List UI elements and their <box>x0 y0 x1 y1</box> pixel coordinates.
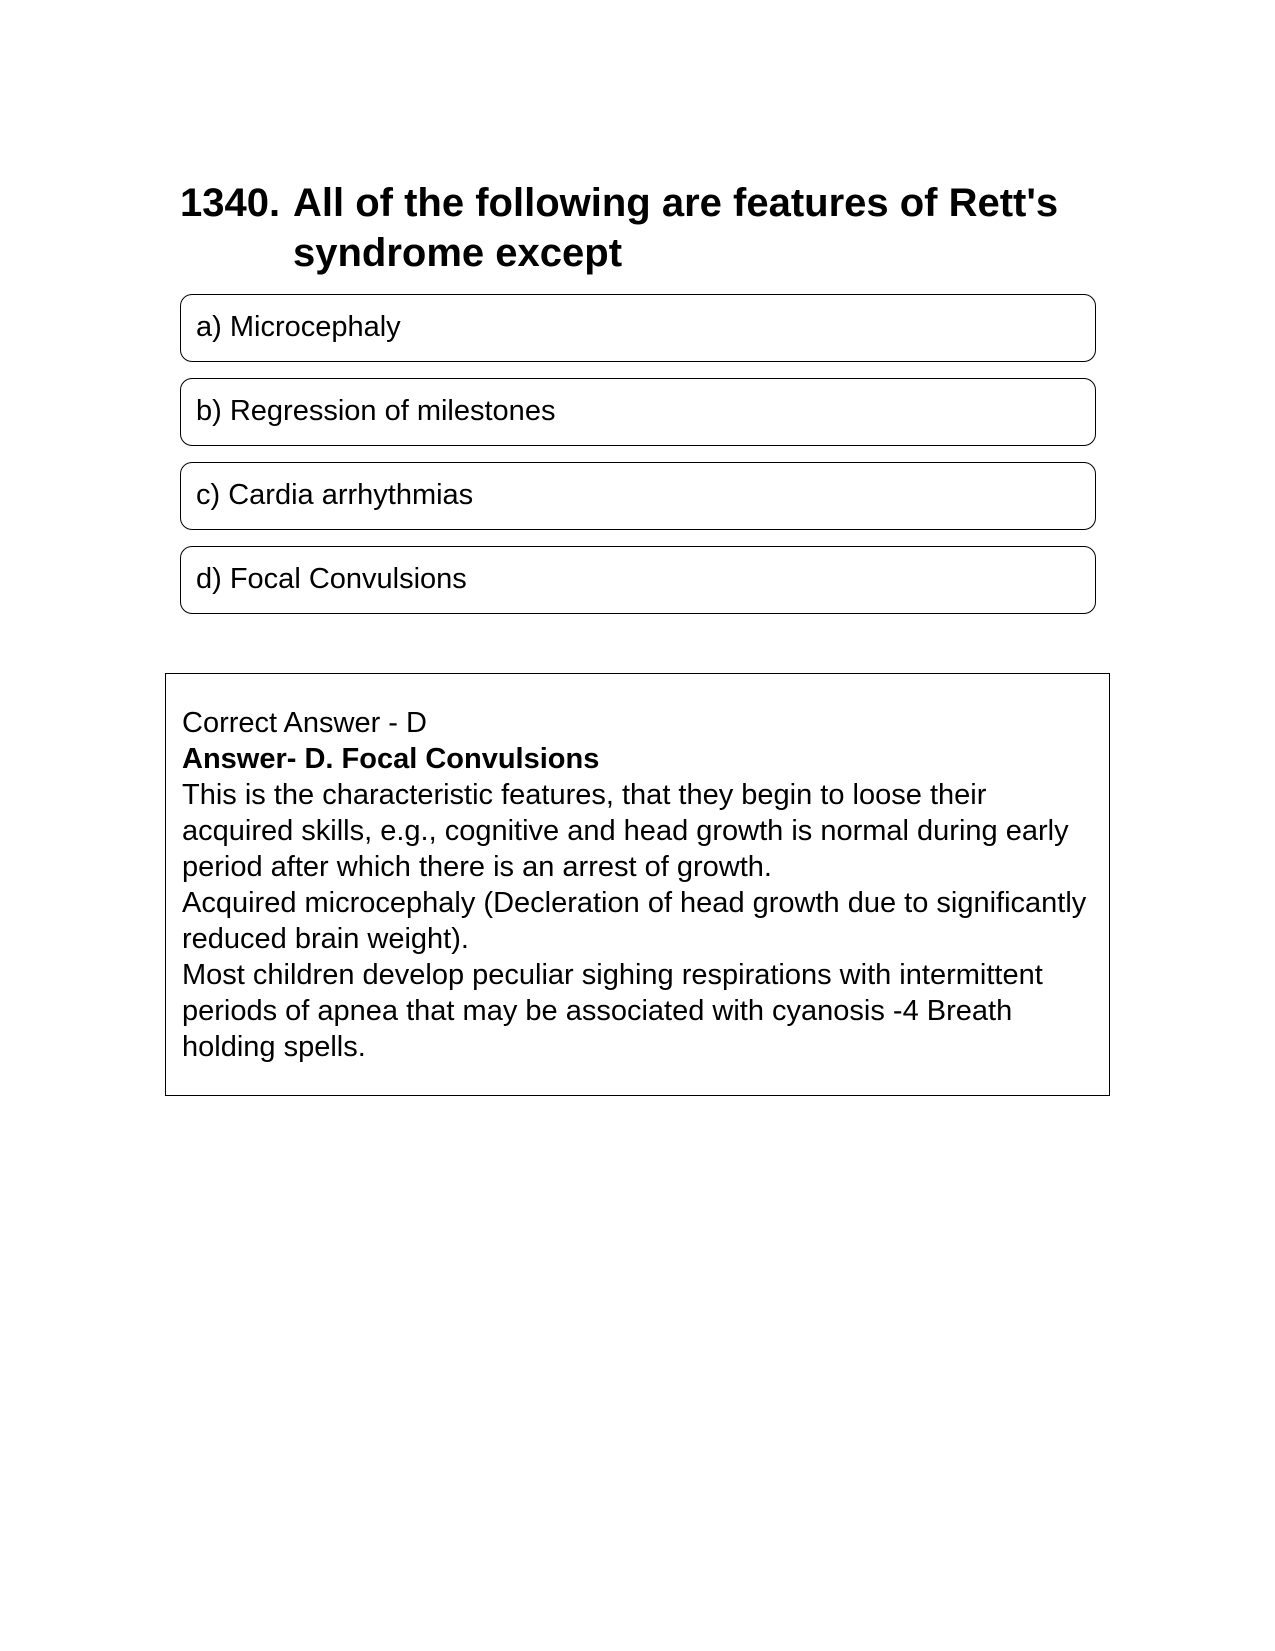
options-list <box>180 294 1096 630</box>
question-heading <box>180 178 1110 278</box>
explanation-paragraph: Most children develop peculiar sighing respirations with intermittent periods of apnea that may be associated with cyanosis -4 Breath holding spells. <box>182 959 1043 1063</box>
option-b[interactable]: b) Regression of milestones <box>180 378 1096 446</box>
option-c[interactable]: c) Cardia arrhythmias <box>180 462 1096 530</box>
answer-heading: Answer- D. Focal Convulsions <box>182 743 600 775</box>
question-text: All of the following are features of Rett's syndrome except <box>293 181 1059 275</box>
answer-explanation-box <box>165 673 1110 1096</box>
explanation-paragraph: This is the characteristic features, that they begin to loose their acquired skills, e.g., cognitive and head growth is normal during early period after which there is an arrest of growth. <box>182 779 1069 883</box>
correct-answer-line: Correct Answer - D <box>182 707 427 739</box>
option-d[interactable]: d) Focal Convulsions <box>180 546 1096 614</box>
option-a[interactable]: a) Microcephaly <box>180 294 1096 362</box>
explanation-paragraph: Acquired microcephaly (Decleration of head growth due to significantly reduced brain weight). <box>182 887 1087 955</box>
question-number: 1340. <box>180 181 281 225</box>
